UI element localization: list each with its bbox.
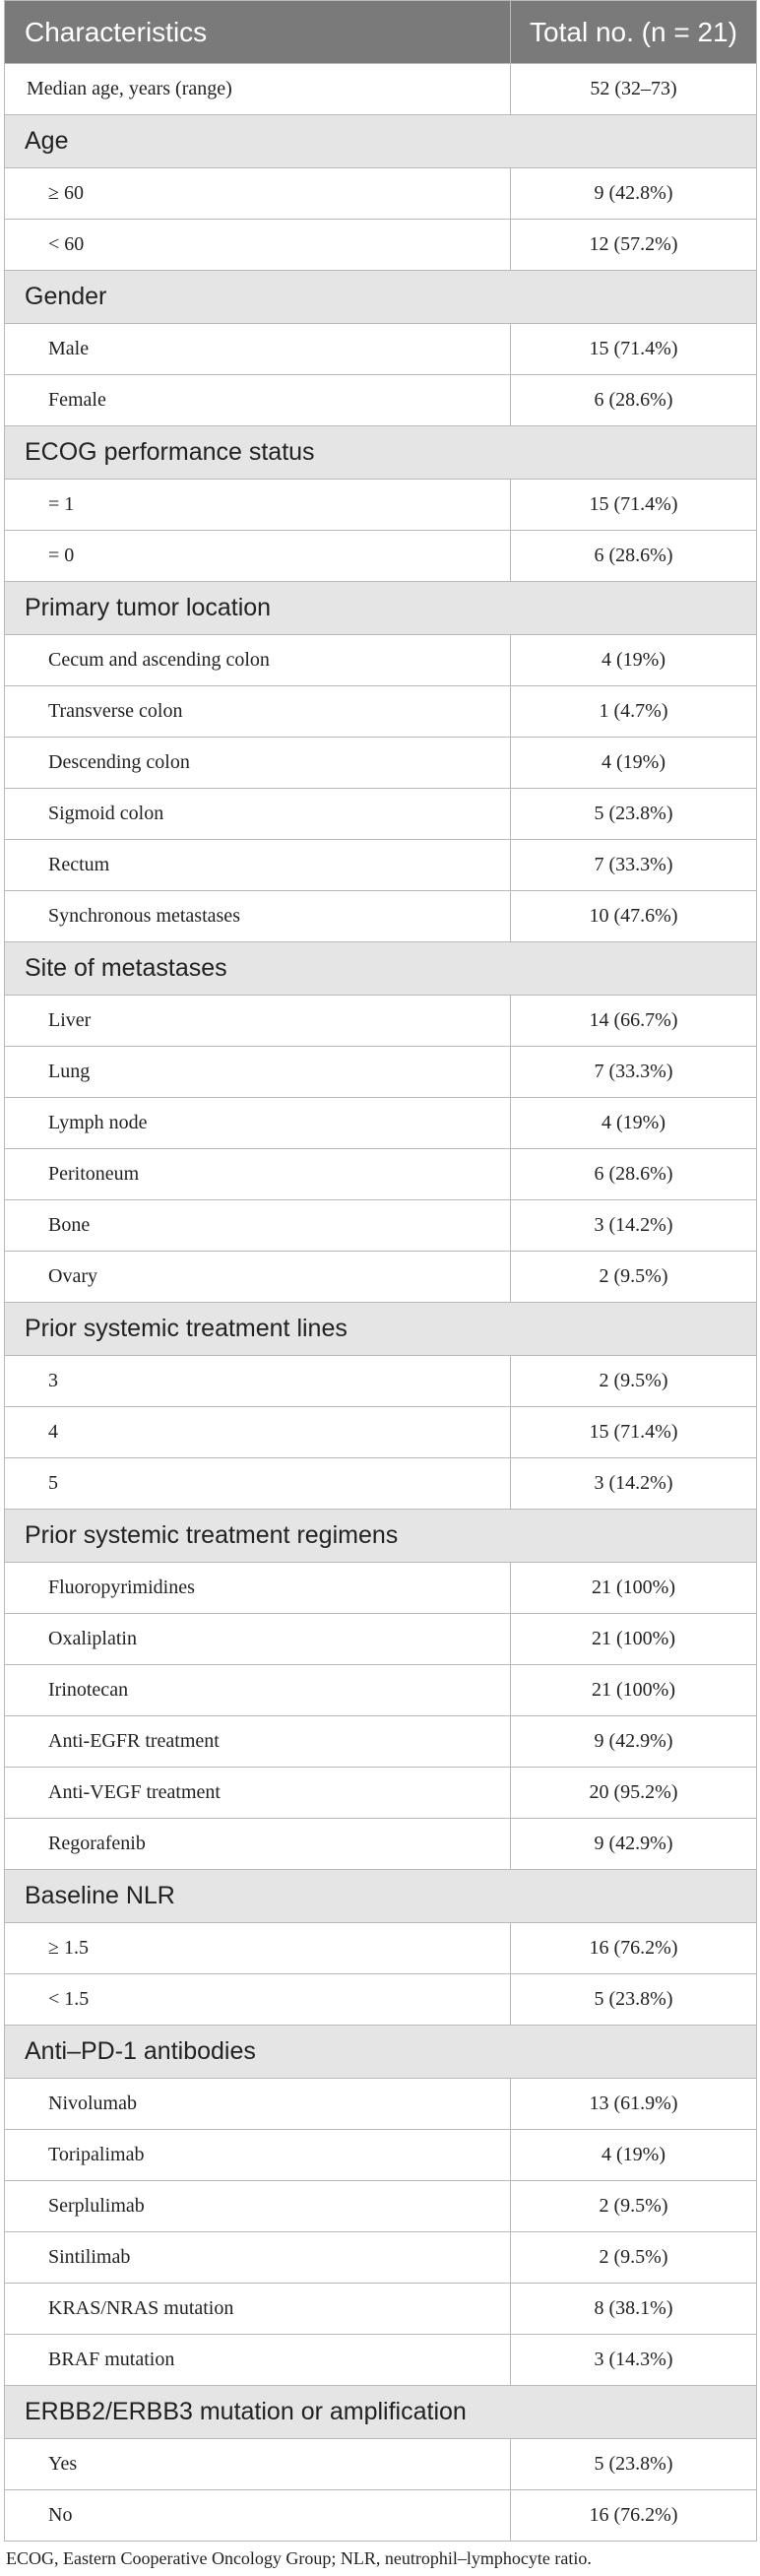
section-title: Prior systemic treatment lines: [5, 1303, 757, 1356]
row-label: Anti-VEGF treatment: [5, 1768, 511, 1819]
table-row: [5, 2232, 757, 2284]
table-row: [5, 635, 757, 686]
section-title: Prior systemic treatment regimens: [5, 1510, 757, 1563]
row-label: Female: [5, 375, 511, 426]
row-label: Nivolumab: [5, 2079, 511, 2130]
row-label: BRAF mutation: [5, 2335, 511, 2386]
table-row: [5, 1614, 757, 1665]
row-value: 4 (19%): [511, 738, 757, 789]
table-row: [5, 891, 757, 942]
table-row: [5, 1819, 757, 1870]
row-value: 10 (47.6%): [511, 891, 757, 942]
section-title: Age: [5, 115, 757, 168]
row-label: Toripalimab: [5, 2130, 511, 2181]
table-body: [5, 64, 757, 2542]
table-row: [5, 1716, 757, 1768]
row-label: ≥ 1.5: [5, 1923, 511, 1974]
table-row: [5, 1149, 757, 1200]
row-value: 52 (32–73): [511, 64, 757, 115]
row-label: Fluoropyrimidines: [5, 1563, 511, 1614]
table-row: [5, 480, 757, 531]
table-row: [5, 324, 757, 375]
table-row: [5, 1768, 757, 1819]
section-title: Gender: [5, 271, 757, 324]
table-row: [5, 1563, 757, 1614]
patient-characteristics-table: [4, 0, 757, 2542]
row-value: 6 (28.6%): [511, 375, 757, 426]
table-row: [5, 1252, 757, 1303]
section-title: Baseline NLR: [5, 1870, 757, 1923]
table-row: [5, 2490, 757, 2542]
table-row: [5, 531, 757, 582]
table-header: [5, 1, 757, 64]
row-label: Transverse colon: [5, 686, 511, 738]
row-label: Median age, years (range): [5, 64, 511, 115]
row-value: 6 (28.6%): [511, 531, 757, 582]
table-row: [5, 996, 757, 1047]
row-value: 9 (42.8%): [511, 168, 757, 220]
row-label: Oxaliplatin: [5, 1614, 511, 1665]
row-value: 21 (100%): [511, 1665, 757, 1716]
section-title: Anti–PD-1 antibodies: [5, 2026, 757, 2079]
row-value: 3 (14.3%): [511, 2335, 757, 2386]
row-value: 4 (19%): [511, 635, 757, 686]
median-age-row: [5, 64, 757, 115]
table-row: [5, 1047, 757, 1098]
row-value: 2 (9.5%): [511, 2232, 757, 2284]
row-label: Bone: [5, 1200, 511, 1252]
row-value: 8 (38.1%): [511, 2284, 757, 2335]
table-row: [5, 1458, 757, 1510]
row-value: 3 (14.2%): [511, 1200, 757, 1252]
row-label: KRAS/NRAS mutation: [5, 2284, 511, 2335]
row-label: ≥ 60: [5, 168, 511, 220]
row-label: Sigmoid colon: [5, 789, 511, 840]
row-value: 4 (19%): [511, 2130, 757, 2181]
row-value: 2 (9.5%): [511, 1252, 757, 1303]
row-value: 7 (33.3%): [511, 840, 757, 891]
header-characteristics: Characteristics: [5, 1, 511, 64]
row-value: 13 (61.9%): [511, 2079, 757, 2130]
row-value: 15 (71.4%): [511, 324, 757, 375]
row-label: Peritoneum: [5, 1149, 511, 1200]
section-row: [5, 582, 757, 635]
row-value: 12 (57.2%): [511, 220, 757, 271]
table-row: [5, 1923, 757, 1974]
row-label: Sintilimab: [5, 2232, 511, 2284]
section-row: [5, 1510, 757, 1563]
table-row: [5, 375, 757, 426]
row-label: Synchronous metastases: [5, 891, 511, 942]
row-label: 3: [5, 1356, 511, 1407]
table-row: [5, 1407, 757, 1458]
row-label: Yes: [5, 2439, 511, 2490]
table-row: [5, 2079, 757, 2130]
table-row: [5, 1200, 757, 1252]
row-label: Lymph node: [5, 1098, 511, 1149]
table-row: [5, 1098, 757, 1149]
section-row: [5, 1303, 757, 1356]
table-row: [5, 2335, 757, 2386]
table-row: [5, 789, 757, 840]
row-label: Descending colon: [5, 738, 511, 789]
header-total: Total no. (n = 21): [511, 1, 757, 64]
row-value: 7 (33.3%): [511, 1047, 757, 1098]
table-row: [5, 686, 757, 738]
row-value: 3 (14.2%): [511, 1458, 757, 1510]
row-value: 21 (100%): [511, 1614, 757, 1665]
table-row: [5, 1356, 757, 1407]
section-title: ECOG performance status: [5, 426, 757, 480]
row-value: 2 (9.5%): [511, 2181, 757, 2232]
row-label: Male: [5, 324, 511, 375]
section-row: [5, 1870, 757, 1923]
section-row: [5, 271, 757, 324]
row-label: Irinotecan: [5, 1665, 511, 1716]
row-label: Lung: [5, 1047, 511, 1098]
table-row: [5, 1974, 757, 2026]
row-label: < 60: [5, 220, 511, 271]
row-value: 15 (71.4%): [511, 1407, 757, 1458]
row-value: 2 (9.5%): [511, 1356, 757, 1407]
row-value: 5 (23.8%): [511, 789, 757, 840]
row-value: 5 (23.8%): [511, 1974, 757, 2026]
row-label: 4: [5, 1407, 511, 1458]
section-title: ERBB2/ERBB3 mutation or amplification: [5, 2386, 757, 2439]
row-value: 15 (71.4%): [511, 480, 757, 531]
row-label: Liver: [5, 996, 511, 1047]
table-row: [5, 220, 757, 271]
row-value: 5 (23.8%): [511, 2439, 757, 2490]
row-value: 4 (19%): [511, 1098, 757, 1149]
row-label: No: [5, 2490, 511, 2542]
row-value: 20 (95.2%): [511, 1768, 757, 1819]
section-title: Site of metastases: [5, 942, 757, 996]
row-value: 9 (42.9%): [511, 1819, 757, 1870]
section-row: [5, 426, 757, 480]
table-row: [5, 2284, 757, 2335]
table-footnote: ECOG, Eastern Cooperative Oncology Group; NLR, neutrophil–lymphocyte ratio.: [6, 2548, 592, 2568]
row-label: = 1: [5, 480, 511, 531]
section-row: [5, 2386, 757, 2439]
table-row: [5, 2439, 757, 2490]
row-label: Regorafenib: [5, 1819, 511, 1870]
row-value: 9 (42.9%): [511, 1716, 757, 1768]
row-label: Serplulimab: [5, 2181, 511, 2232]
row-value: 16 (76.2%): [511, 1923, 757, 1974]
row-label: < 1.5: [5, 1974, 511, 2026]
section-row: [5, 942, 757, 996]
row-label: Anti-EGFR treatment: [5, 1716, 511, 1768]
row-value: 21 (100%): [511, 1563, 757, 1614]
table-row: [5, 168, 757, 220]
row-label: 5: [5, 1458, 511, 1510]
section-title: Primary tumor location: [5, 582, 757, 635]
row-label: Rectum: [5, 840, 511, 891]
row-label: Cecum and ascending colon: [5, 635, 511, 686]
table-row: [5, 2181, 757, 2232]
table-row: [5, 840, 757, 891]
section-row: [5, 2026, 757, 2079]
table-row: [5, 738, 757, 789]
section-row: [5, 115, 757, 168]
row-value: 16 (76.2%): [511, 2490, 757, 2542]
row-value: 6 (28.6%): [511, 1149, 757, 1200]
table-row: [5, 1665, 757, 1716]
row-label: Ovary: [5, 1252, 511, 1303]
row-value: 14 (66.7%): [511, 996, 757, 1047]
header-row: [5, 1, 757, 64]
row-value: 1 (4.7%): [511, 686, 757, 738]
table-row: [5, 2130, 757, 2181]
row-label: = 0: [5, 531, 511, 582]
